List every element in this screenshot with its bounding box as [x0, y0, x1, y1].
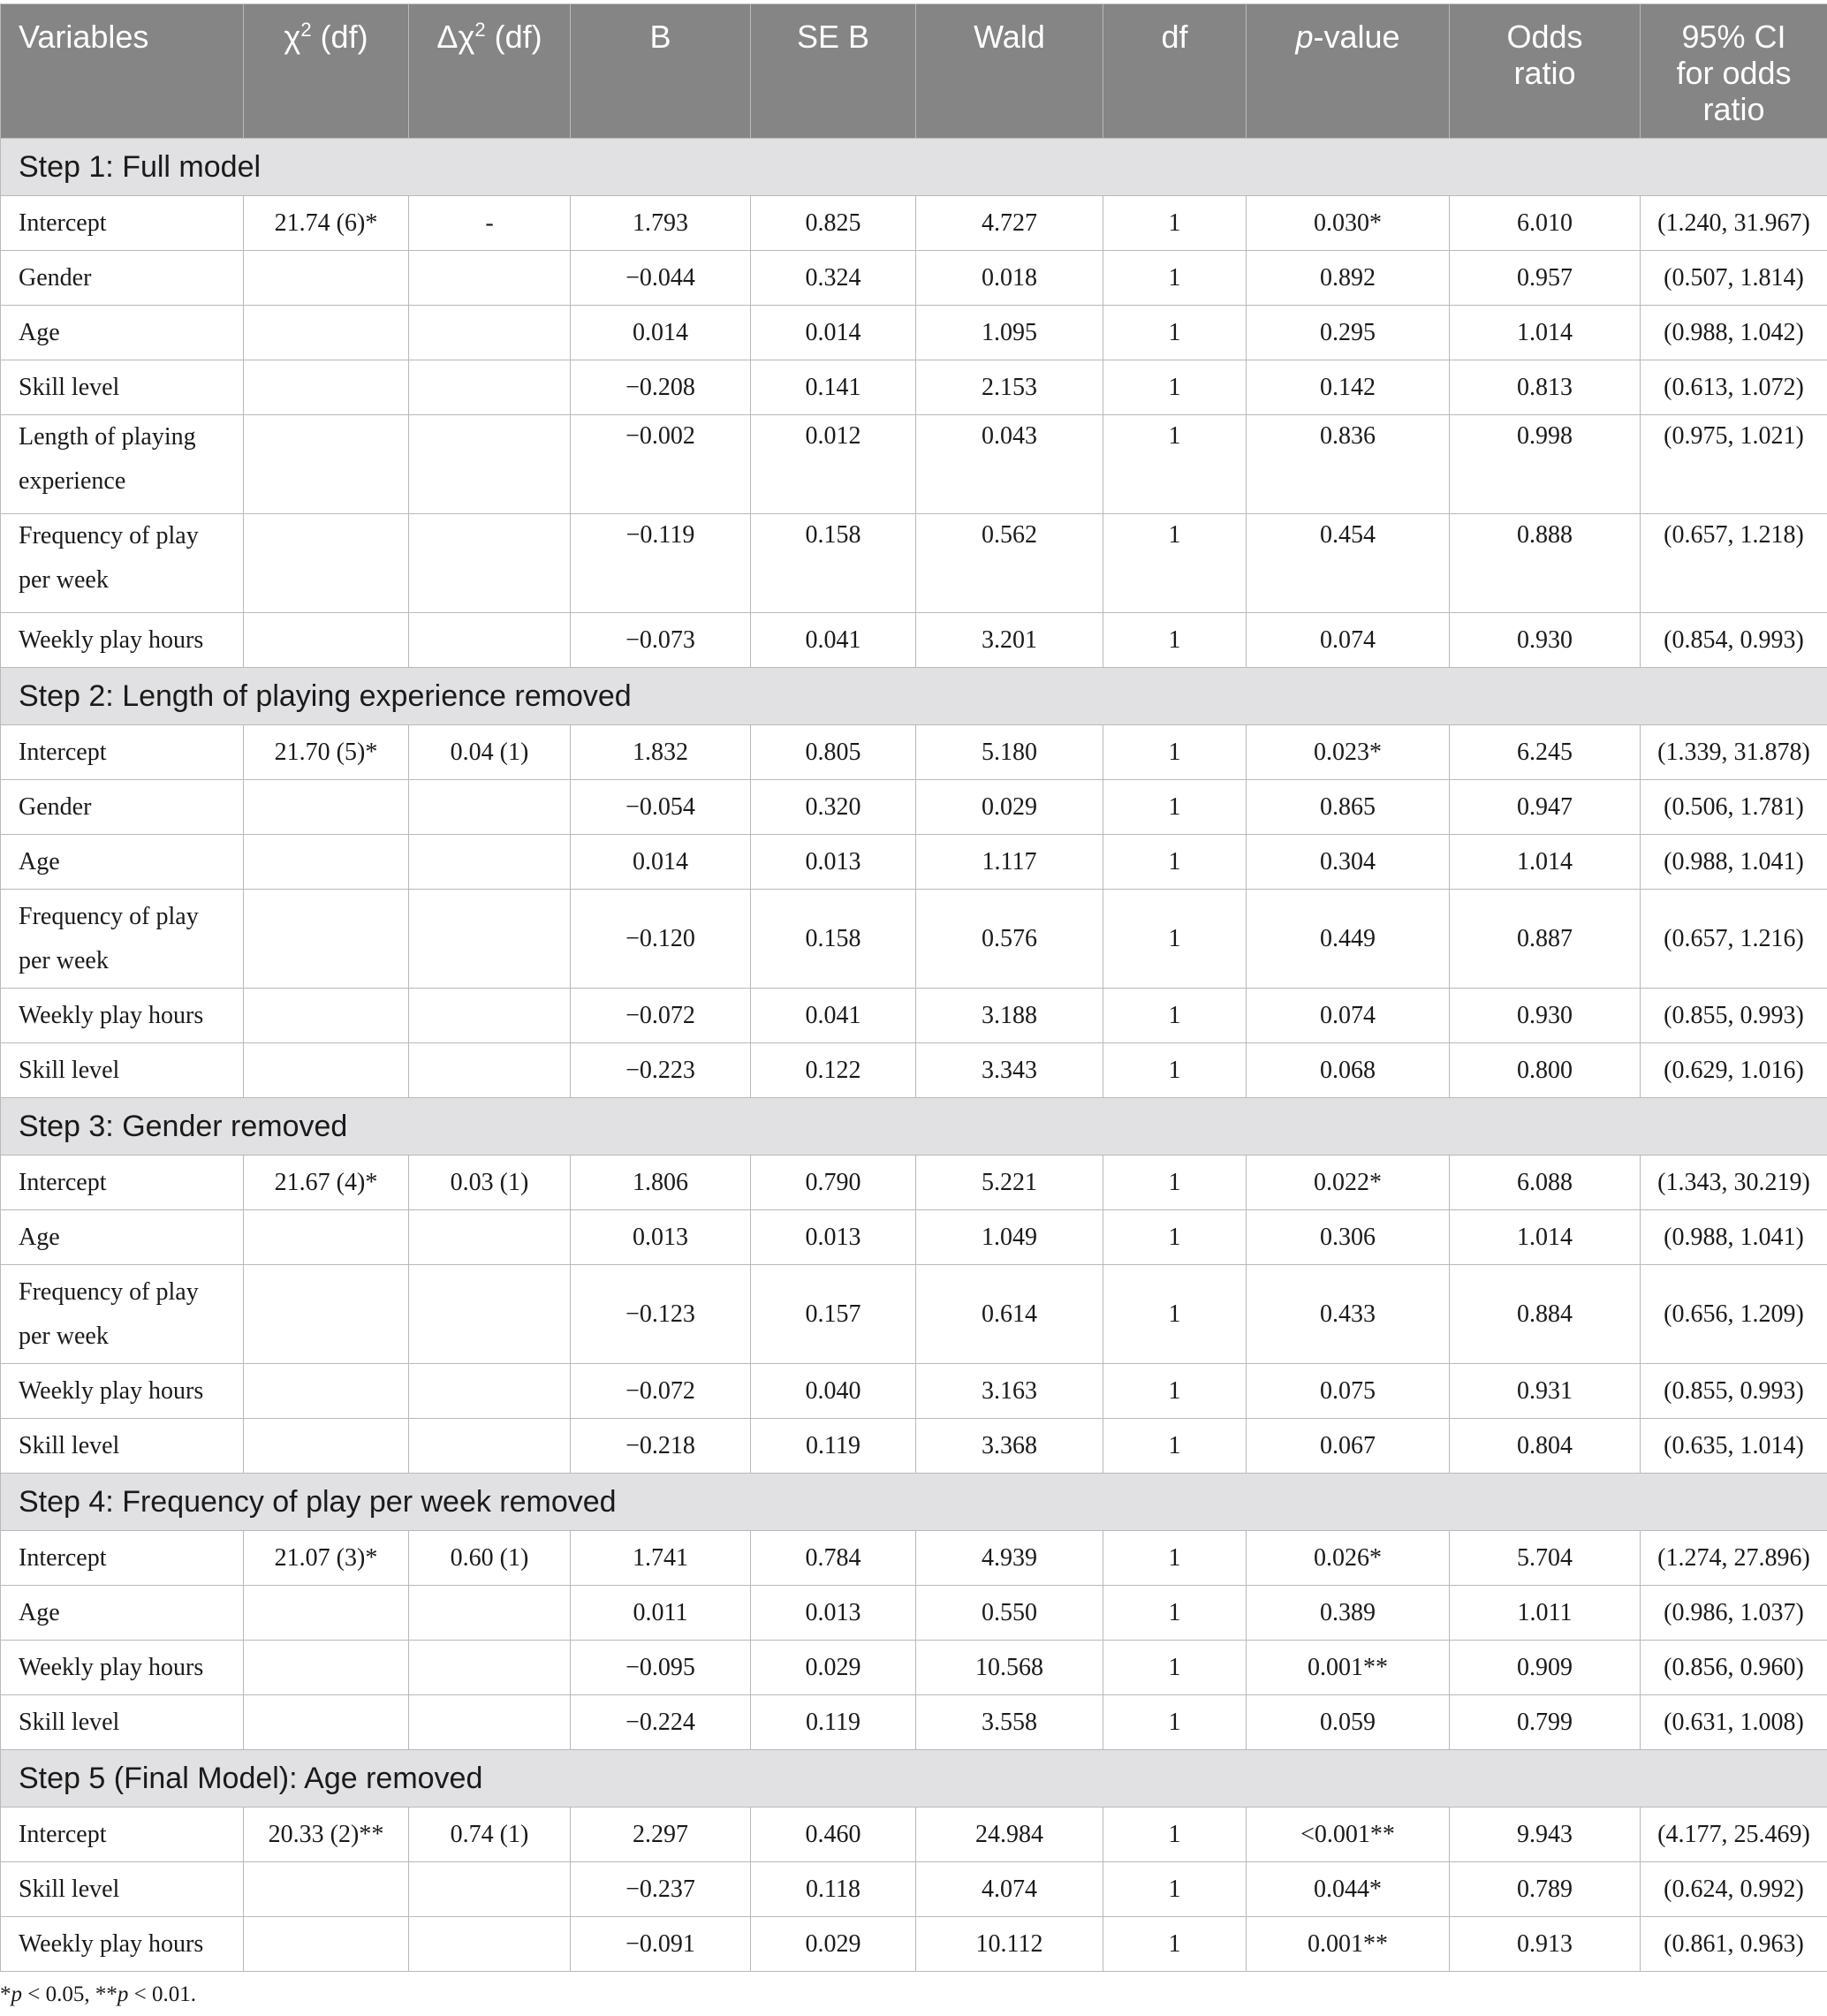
chi2-cell — [244, 989, 409, 1043]
b-cell: 1.741 — [571, 1531, 751, 1586]
table-row — [1, 1695, 1827, 1750]
table-row — [1, 1586, 1827, 1641]
p-value-cell: 0.433 — [1247, 1265, 1450, 1364]
variable-cell: Age — [1, 306, 244, 360]
b-cell: −0.119 — [571, 514, 751, 613]
delta-chi2-cell — [409, 989, 571, 1043]
p-value-cell: 0.295 — [1247, 306, 1450, 360]
variable-cell: Weekly play hours — [1, 613, 244, 668]
delta-chi2-cell — [409, 1210, 571, 1265]
odds-ratio-cell: 0.887 — [1450, 890, 1641, 989]
ci-cell: (0.657, 1.216) — [1641, 890, 1827, 989]
df-cell: 1 — [1103, 1419, 1247, 1474]
df-cell: 1 — [1103, 1862, 1247, 1917]
wald-cell: 5.221 — [916, 1156, 1103, 1210]
odds-ratio-cell: 0.957 — [1450, 251, 1641, 306]
header-p-value: p-value — [1247, 4, 1450, 139]
wald-cell: 0.614 — [916, 1265, 1103, 1364]
b-cell: 1.806 — [571, 1156, 751, 1210]
variable-cell: Intercept — [1, 196, 244, 251]
wald-cell: 3.558 — [916, 1695, 1103, 1750]
se-b-cell: 0.825 — [751, 196, 916, 251]
wald-cell: 3.201 — [916, 613, 1103, 668]
variable-cell: Frequency of play per week — [1, 514, 244, 613]
se-b-cell: 0.013 — [751, 835, 916, 890]
delta-chi2-cell — [409, 835, 571, 890]
table-row — [1, 1364, 1827, 1419]
se-b-cell: 0.158 — [751, 890, 916, 989]
ci-cell: (0.988, 1.041) — [1641, 835, 1827, 890]
df-cell: 1 — [1103, 1917, 1247, 1972]
step-label: Step 2: Length of playing experience removed — [1, 668, 1827, 725]
odds-ratio-cell: 0.813 — [1450, 360, 1641, 415]
p-value-cell: 0.067 — [1247, 1419, 1450, 1474]
se-b-cell: 0.119 — [751, 1419, 916, 1474]
wald-cell: 4.727 — [916, 196, 1103, 251]
b-cell: 1.832 — [571, 725, 751, 780]
variable-cell: Age — [1, 1210, 244, 1265]
variable-cell: Skill level — [1, 1862, 244, 1917]
df-cell: 1 — [1103, 1808, 1247, 1862]
wald-cell: 4.939 — [916, 1531, 1103, 1586]
b-cell: 0.013 — [571, 1210, 751, 1265]
variable-cell: Skill level — [1, 1695, 244, 1750]
header-se-b: SE B — [751, 4, 916, 139]
df-cell: 1 — [1103, 613, 1247, 668]
delta-chi2-cell — [409, 613, 571, 668]
wald-cell: 3.188 — [916, 989, 1103, 1043]
odds-ratio-cell: 1.011 — [1450, 1586, 1641, 1641]
odds-ratio-cell: 0.930 — [1450, 989, 1641, 1043]
se-b-cell: 0.014 — [751, 306, 916, 360]
odds-ratio-cell: 0.930 — [1450, 613, 1641, 668]
chi2-cell — [244, 1210, 409, 1265]
se-b-cell: 0.460 — [751, 1808, 916, 1862]
p-value-cell: 0.001** — [1247, 1917, 1450, 1972]
variable-cell: Length of playing experience — [1, 415, 244, 514]
step-header-row — [1, 1098, 1827, 1156]
ci-cell: (0.629, 1.016) — [1641, 1043, 1827, 1098]
wald-cell: 10.568 — [916, 1641, 1103, 1695]
wald-cell: 1.095 — [916, 306, 1103, 360]
table-row — [1, 1917, 1827, 1972]
odds-ratio-cell: 0.947 — [1450, 780, 1641, 835]
variable-cell: Weekly play hours — [1, 1641, 244, 1695]
ci-cell: (0.986, 1.037) — [1641, 1586, 1827, 1641]
variable-cell: Gender — [1, 251, 244, 306]
variable-cell: Skill level — [1, 360, 244, 415]
wald-cell: 0.562 — [916, 514, 1103, 613]
b-cell: 0.014 — [571, 306, 751, 360]
df-cell: 1 — [1103, 1265, 1247, 1364]
p-value-cell: 0.306 — [1247, 1210, 1450, 1265]
df-cell: 1 — [1103, 1210, 1247, 1265]
wald-cell: 4.074 — [916, 1862, 1103, 1917]
b-cell: −0.073 — [571, 613, 751, 668]
b-cell: −0.237 — [571, 1862, 751, 1917]
delta-chi2-cell — [409, 780, 571, 835]
chi2-cell — [244, 1265, 409, 1364]
delta-chi2-cell — [409, 1917, 571, 1972]
table-row — [1, 890, 1827, 989]
b-cell: 2.297 — [571, 1808, 751, 1862]
p-value-cell: 0.389 — [1247, 1586, 1450, 1641]
df-cell: 1 — [1103, 514, 1247, 613]
df-cell: 1 — [1103, 835, 1247, 890]
table-row — [1, 725, 1827, 780]
delta-chi2-cell: 0.74 (1) — [409, 1808, 571, 1862]
variable-cell: Intercept — [1, 1531, 244, 1586]
chi2-cell — [244, 514, 409, 613]
b-cell: −0.002 — [571, 415, 751, 514]
se-b-cell: 0.324 — [751, 251, 916, 306]
se-b-cell: 0.029 — [751, 1641, 916, 1695]
p-value-cell: 0.001** — [1247, 1641, 1450, 1695]
ci-cell: (0.988, 1.041) — [1641, 1210, 1827, 1265]
table-row — [1, 1641, 1827, 1695]
b-cell: −0.072 — [571, 989, 751, 1043]
table-row — [1, 989, 1827, 1043]
chi2-cell — [244, 1641, 409, 1695]
variable-cell: Weekly play hours — [1, 1364, 244, 1419]
df-cell: 1 — [1103, 1695, 1247, 1750]
wald-cell: 0.043 — [916, 415, 1103, 514]
df-cell: 1 — [1103, 989, 1247, 1043]
ci-cell: (0.624, 0.992) — [1641, 1862, 1827, 1917]
table-row — [1, 1419, 1827, 1474]
df-cell: 1 — [1103, 1586, 1247, 1641]
b-cell: −0.095 — [571, 1641, 751, 1695]
se-b-cell: 0.118 — [751, 1862, 916, 1917]
delta-chi2-cell — [409, 306, 571, 360]
chi2-cell — [244, 1586, 409, 1641]
df-cell: 1 — [1103, 1043, 1247, 1098]
regression-table — [0, 4, 1827, 1972]
df-cell: 1 — [1103, 360, 1247, 415]
chi2-cell — [244, 415, 409, 514]
se-b-cell: 0.029 — [751, 1917, 916, 1972]
wald-cell: 10.112 — [916, 1917, 1103, 1972]
wald-cell: 5.180 — [916, 725, 1103, 780]
delta-chi2-cell — [409, 1695, 571, 1750]
chi2-cell — [244, 1419, 409, 1474]
se-b-cell: 0.122 — [751, 1043, 916, 1098]
variable-cell: Gender — [1, 780, 244, 835]
se-b-cell: 0.013 — [751, 1210, 916, 1265]
b-cell: −0.218 — [571, 1419, 751, 1474]
chi2-cell — [244, 613, 409, 668]
wald-cell: 3.163 — [916, 1364, 1103, 1419]
odds-ratio-cell: 0.931 — [1450, 1364, 1641, 1419]
chi2-cell: 20.33 (2)** — [244, 1808, 409, 1862]
table-row — [1, 1210, 1827, 1265]
p-value-cell: 0.454 — [1247, 514, 1450, 613]
b-cell: −0.123 — [571, 1265, 751, 1364]
p-value-cell: 0.142 — [1247, 360, 1450, 415]
delta-chi2-cell — [409, 1586, 571, 1641]
p-value-cell: 0.892 — [1247, 251, 1450, 306]
table-row — [1, 613, 1827, 668]
delta-chi2-cell — [409, 514, 571, 613]
table-row — [1, 196, 1827, 251]
wald-cell: 1.117 — [916, 835, 1103, 890]
p-value-cell: 0.865 — [1247, 780, 1450, 835]
ci-cell: (0.613, 1.072) — [1641, 360, 1827, 415]
df-cell: 1 — [1103, 1156, 1247, 1210]
odds-ratio-cell: 1.014 — [1450, 1210, 1641, 1265]
df-cell: 1 — [1103, 306, 1247, 360]
b-cell: −0.120 — [571, 890, 751, 989]
ci-cell: (0.635, 1.014) — [1641, 1419, 1827, 1474]
odds-ratio-cell: 0.789 — [1450, 1862, 1641, 1917]
table-row — [1, 1156, 1827, 1210]
odds-ratio-cell: 0.804 — [1450, 1419, 1641, 1474]
table-row — [1, 1862, 1827, 1917]
delta-chi2-cell: 0.03 (1) — [409, 1156, 571, 1210]
chi2-cell: 21.74 (6)* — [244, 196, 409, 251]
chi2-cell — [244, 1364, 409, 1419]
ci-cell: (1.339, 31.878) — [1641, 725, 1827, 780]
se-b-cell: 0.119 — [751, 1695, 916, 1750]
p-value-cell: 0.023* — [1247, 725, 1450, 780]
se-b-cell: 0.805 — [751, 725, 916, 780]
p-value-cell: 0.030* — [1247, 196, 1450, 251]
df-cell: 1 — [1103, 780, 1247, 835]
delta-chi2-cell — [409, 1043, 571, 1098]
ci-cell: (0.855, 0.993) — [1641, 1364, 1827, 1419]
wald-cell: 0.029 — [916, 780, 1103, 835]
ci-cell: (0.507, 1.814) — [1641, 251, 1827, 306]
variable-cell: Intercept — [1, 1156, 244, 1210]
se-b-cell: 0.320 — [751, 780, 916, 835]
ci-cell: (1.343, 30.219) — [1641, 1156, 1827, 1210]
delta-chi2-cell — [409, 1419, 571, 1474]
ci-cell: (0.988, 1.042) — [1641, 306, 1827, 360]
df-cell: 1 — [1103, 725, 1247, 780]
odds-ratio-cell: 9.943 — [1450, 1808, 1641, 1862]
table-body — [1, 139, 1827, 1972]
se-b-cell: 0.012 — [751, 415, 916, 514]
df-cell: 1 — [1103, 1531, 1247, 1586]
footnote: *p < 0.05, **p < 0.01. — [0, 1982, 196, 2006]
p-value-cell: <0.001** — [1247, 1808, 1450, 1862]
se-b-cell: 0.041 — [751, 989, 916, 1043]
delta-chi2-cell: 0.04 (1) — [409, 725, 571, 780]
ci-cell: (1.240, 31.967) — [1641, 196, 1827, 251]
table-row — [1, 251, 1827, 306]
odds-ratio-cell: 0.884 — [1450, 1265, 1641, 1364]
chi2-cell — [244, 1917, 409, 1972]
se-b-cell: 0.040 — [751, 1364, 916, 1419]
variable-cell: Frequency of play per week — [1, 1265, 244, 1364]
b-cell: 0.014 — [571, 835, 751, 890]
p-value-cell: 0.074 — [1247, 989, 1450, 1043]
b-cell: −0.224 — [571, 1695, 751, 1750]
variable-cell: Intercept — [1, 1808, 244, 1862]
header-b: B — [571, 4, 751, 139]
p-value-cell: 0.068 — [1247, 1043, 1450, 1098]
wald-cell: 3.368 — [916, 1419, 1103, 1474]
delta-chi2-cell — [409, 1862, 571, 1917]
step-label: Step 3: Gender removed — [1, 1098, 1827, 1156]
header-wald: Wald — [916, 4, 1103, 139]
delta-chi2-cell — [409, 1641, 571, 1695]
wald-cell: 24.984 — [916, 1808, 1103, 1862]
ci-cell: (1.274, 27.896) — [1641, 1531, 1827, 1586]
se-b-cell: 0.784 — [751, 1531, 916, 1586]
se-b-cell: 0.158 — [751, 514, 916, 613]
p-value-cell: 0.304 — [1247, 835, 1450, 890]
se-b-cell: 0.013 — [751, 1586, 916, 1641]
df-cell: 1 — [1103, 1641, 1247, 1695]
step-label: Step 1: Full model — [1, 139, 1827, 196]
table-row — [1, 1808, 1827, 1862]
se-b-cell: 0.790 — [751, 1156, 916, 1210]
b-cell: −0.054 — [571, 780, 751, 835]
variable-cell: Age — [1, 1586, 244, 1641]
step-header-row — [1, 668, 1827, 725]
table-row — [1, 514, 1827, 613]
df-cell: 1 — [1103, 890, 1247, 989]
p-value-cell: 0.075 — [1247, 1364, 1450, 1419]
p-value-cell: 0.044* — [1247, 1862, 1450, 1917]
b-cell: −0.044 — [571, 251, 751, 306]
table-row — [1, 1531, 1827, 1586]
odds-ratio-cell: 6.088 — [1450, 1156, 1641, 1210]
chi2-cell: 21.67 (4)* — [244, 1156, 409, 1210]
table-row — [1, 306, 1827, 360]
header-chi2: $\chi^2$ (df) — [244, 4, 409, 139]
ci-cell: (0.506, 1.781) — [1641, 780, 1827, 835]
p-value-cell: 0.022* — [1247, 1156, 1450, 1210]
wald-cell: 0.550 — [916, 1586, 1103, 1641]
delta-chi2-cell — [409, 251, 571, 306]
header-odds-ratio: Odds ratio — [1450, 4, 1641, 139]
delta-chi2-cell — [409, 890, 571, 989]
header-delta-chi2: $\Delta\chi^2$ (df) — [409, 4, 571, 139]
df-cell: 1 — [1103, 415, 1247, 514]
odds-ratio-cell: 0.799 — [1450, 1695, 1641, 1750]
delta-chi2-cell: - — [409, 196, 571, 251]
odds-ratio-cell: 0.888 — [1450, 514, 1641, 613]
odds-ratio-cell: 6.010 — [1450, 196, 1641, 251]
wald-cell: 3.343 — [916, 1043, 1103, 1098]
ci-cell: (0.861, 0.963) — [1641, 1917, 1827, 1972]
ci-cell: (0.657, 1.218) — [1641, 514, 1827, 613]
chi2-cell — [244, 306, 409, 360]
chi2-cell: 21.07 (3)* — [244, 1531, 409, 1586]
p-value-cell: 0.449 — [1247, 890, 1450, 989]
delta-chi2-cell: 0.60 (1) — [409, 1531, 571, 1586]
ci-cell: (0.856, 0.960) — [1641, 1641, 1827, 1695]
chi2-cell — [244, 890, 409, 989]
step-header-row — [1, 1750, 1827, 1808]
wald-cell: 0.018 — [916, 251, 1103, 306]
step-label: Step 4: Frequency of play per week removed — [1, 1474, 1827, 1531]
odds-ratio-cell: 6.245 — [1450, 725, 1641, 780]
wald-cell: 1.049 — [916, 1210, 1103, 1265]
se-b-cell: 0.157 — [751, 1265, 916, 1364]
step-header-row — [1, 139, 1827, 196]
odds-ratio-cell: 0.800 — [1450, 1043, 1641, 1098]
variable-cell: Weekly play hours — [1, 1917, 244, 1972]
step-header-row — [1, 1474, 1827, 1531]
header-df: df — [1103, 4, 1247, 139]
table-row — [1, 780, 1827, 835]
b-cell: −0.072 — [571, 1364, 751, 1419]
variable-cell: Intercept — [1, 725, 244, 780]
odds-ratio-cell: 0.998 — [1450, 415, 1641, 514]
p-value-cell: 0.059 — [1247, 1695, 1450, 1750]
b-cell: 0.011 — [571, 1586, 751, 1641]
wald-cell: 2.153 — [916, 360, 1103, 415]
chi2-cell — [244, 1695, 409, 1750]
variable-cell: Weekly play hours — [1, 989, 244, 1043]
se-b-cell: 0.141 — [751, 360, 916, 415]
header-variables: Variables — [1, 4, 244, 139]
ci-cell: (0.656, 1.209) — [1641, 1265, 1827, 1364]
chi2-cell — [244, 1043, 409, 1098]
ci-cell: (0.854, 0.993) — [1641, 613, 1827, 668]
b-cell: −0.091 — [571, 1917, 751, 1972]
df-cell: 1 — [1103, 196, 1247, 251]
ci-cell: (0.631, 1.008) — [1641, 1695, 1827, 1750]
variable-cell: Frequency of play per week — [1, 890, 244, 989]
header-row — [1, 4, 1827, 139]
chi2-cell: 21.70 (5)* — [244, 725, 409, 780]
odds-ratio-cell: 1.014 — [1450, 835, 1641, 890]
variable-cell: Skill level — [1, 1043, 244, 1098]
chi2-cell — [244, 780, 409, 835]
table-row — [1, 835, 1827, 890]
step-label: Step 5 (Final Model): Age removed — [1, 1750, 1827, 1808]
p-value-cell: 0.026* — [1247, 1531, 1450, 1586]
chi2-cell — [244, 1862, 409, 1917]
chi2-cell — [244, 251, 409, 306]
df-cell: 1 — [1103, 1364, 1247, 1419]
table-row — [1, 360, 1827, 415]
ci-cell: (0.975, 1.021) — [1641, 415, 1827, 514]
delta-chi2-cell — [409, 1265, 571, 1364]
odds-ratio-cell: 1.014 — [1450, 306, 1641, 360]
odds-ratio-cell: 5.704 — [1450, 1531, 1641, 1586]
variable-cell: Age — [1, 835, 244, 890]
delta-chi2-cell — [409, 360, 571, 415]
chi2-cell — [244, 360, 409, 415]
b-cell: −0.208 — [571, 360, 751, 415]
variable-cell: Skill level — [1, 1419, 244, 1474]
p-value-cell: 0.836 — [1247, 415, 1450, 514]
b-cell: 1.793 — [571, 196, 751, 251]
delta-chi2-cell — [409, 415, 571, 514]
table-row — [1, 415, 1827, 514]
table-row — [1, 1043, 1827, 1098]
wald-cell: 0.576 — [916, 890, 1103, 989]
odds-ratio-cell: 0.909 — [1450, 1641, 1641, 1695]
df-cell: 1 — [1103, 251, 1247, 306]
ci-cell: (0.855, 0.993) — [1641, 989, 1827, 1043]
se-b-cell: 0.041 — [751, 613, 916, 668]
p-value-cell: 0.074 — [1247, 613, 1450, 668]
odds-ratio-cell: 0.913 — [1450, 1917, 1641, 1972]
table-row — [1, 1265, 1827, 1364]
chi2-cell — [244, 835, 409, 890]
header-ci: 95% CI for odds ratio — [1641, 4, 1827, 139]
delta-chi2-cell — [409, 1364, 571, 1419]
b-cell: −0.223 — [571, 1043, 751, 1098]
ci-cell: (4.177, 25.469) — [1641, 1808, 1827, 1862]
